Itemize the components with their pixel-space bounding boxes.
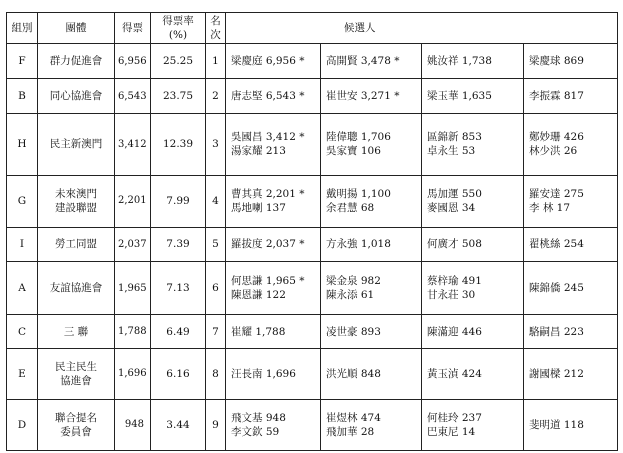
group-code: E (7, 349, 38, 400)
table-row (7, 227, 618, 262)
candidate-cell (226, 400, 321, 451)
vote-share: 3.44 (151, 400, 206, 451)
candidate-cell (321, 262, 422, 315)
candidate-entry: 唐志堅 6,543 * (231, 90, 305, 103)
candidate-entry: 陸偉聰 1,706 (326, 131, 391, 144)
candidate-entry: 梁玉華 1,635 (427, 90, 492, 103)
candidate-entry: 陳滿迎 446 (427, 325, 482, 338)
candidate-entry: 區錦新 853 (427, 131, 482, 144)
group-code: B (7, 79, 38, 114)
vote-count: 1,696 (115, 349, 151, 400)
candidate-entry: 羅拔度 2,037 * (231, 238, 305, 251)
group-name-line: 同心協進會 (49, 90, 103, 103)
group-code: H (7, 114, 38, 175)
header-rank: 名次 (206, 13, 226, 44)
results-body (7, 44, 618, 451)
candidate-cell (524, 79, 618, 114)
group-name-cell (38, 262, 115, 315)
vote-count: 2,037 (115, 227, 151, 262)
candidate-cell (422, 44, 524, 79)
candidate-entry: 戴明揚 1,100 (326, 187, 391, 200)
group-name-line: 三 聯 (63, 325, 89, 338)
candidate-entry: 吳國昌 3,412 * (231, 131, 305, 144)
table-row (7, 175, 618, 227)
candidate-cell (226, 44, 321, 79)
vote-share: 7.99 (151, 175, 206, 227)
group-name-cell (38, 315, 115, 349)
group-name-line: 協進會 (60, 375, 92, 388)
group-code: I (7, 227, 38, 262)
candidate-entry: 李 林 17 (529, 202, 571, 215)
vote-count: 6,956 (115, 44, 151, 79)
candidate-entry: 黃玉湞 424 (427, 368, 482, 381)
candidate-cell (524, 227, 618, 262)
group-name-cell (38, 175, 115, 227)
candidate-entry: 謝國樑 212 (529, 368, 584, 381)
candidate-cell (524, 44, 618, 79)
vote-count: 2,201 (115, 175, 151, 227)
candidate-cell (422, 315, 524, 349)
candidate-entry: 曹其真 2,201 * (231, 187, 305, 200)
candidate-cell (226, 315, 321, 349)
candidate-entry: 何桂玲 237 (427, 411, 482, 424)
candidate-entry: 何思謙 1,965 * (231, 275, 305, 288)
header-candidates: 候選人 (226, 13, 618, 44)
candidate-entry: 飛文基 948 (231, 411, 286, 424)
rank: 1 (206, 44, 226, 79)
rank: 6 (206, 262, 226, 315)
table-row (7, 262, 618, 315)
group-name-cell (38, 400, 115, 451)
vote-count: 3,412 (115, 114, 151, 175)
candidate-entry: 鄭妙珊 426 (529, 131, 584, 144)
table-row (7, 400, 618, 451)
candidate-cell (321, 79, 422, 114)
vote-count: 6,543 (115, 79, 151, 114)
candidate-cell (422, 227, 524, 262)
candidate-entry: 湯家耀 213 (231, 145, 286, 158)
candidate-entry: 陳錦僑 245 (529, 282, 584, 295)
candidate-entry: 李文欽 59 (231, 426, 280, 439)
table-row (7, 349, 618, 400)
group-name-line: 聯合提名 (55, 411, 97, 424)
rank: 5 (206, 227, 226, 262)
candidate-cell (226, 175, 321, 227)
table-row (7, 79, 618, 114)
candidate-entry: 崔耀 1,788 (231, 325, 286, 338)
vote-share: 7.39 (151, 227, 206, 262)
candidate-entry: 余君慧 68 (326, 202, 375, 215)
group-code: F (7, 44, 38, 79)
rank: 8 (206, 349, 226, 400)
candidate-cell (524, 349, 618, 400)
candidate-cell (321, 114, 422, 175)
candidate-cell (321, 349, 422, 400)
candidate-entry: 巴東尼 14 (427, 426, 476, 439)
candidate-cell (422, 79, 524, 114)
vote-share: 7.13 (151, 262, 206, 315)
candidate-cell (321, 227, 422, 262)
vote-share: 12.39 (151, 114, 206, 175)
vote-share: 25.25 (151, 44, 206, 79)
candidate-entry: 斐明道 118 (529, 418, 584, 431)
candidate-cell (524, 114, 618, 175)
group-name-line: 群力促進會 (49, 55, 103, 68)
vote-count: 1,965 (115, 262, 151, 315)
candidate-cell (524, 262, 618, 315)
candidate-entry: 駱嗣昌 223 (529, 325, 584, 338)
candidate-cell (226, 227, 321, 262)
candidate-entry: 陳恩謙 122 (231, 289, 286, 302)
candidate-entry: 卓永生 53 (427, 145, 476, 158)
header-row (7, 13, 618, 44)
rank: 2 (206, 79, 226, 114)
group-name-line: 建設聯盟 (55, 202, 97, 215)
candidate-cell (524, 400, 618, 451)
vote-share: 6.16 (151, 349, 206, 400)
group-name-line: 勞工同盟 (55, 238, 97, 251)
candidate-entry: 崔世安 3,271 * (326, 90, 400, 103)
rank: 3 (206, 114, 226, 175)
vote-share: 23.75 (151, 79, 206, 114)
candidate-cell (422, 175, 524, 227)
candidate-entry: 翟桃絲 254 (529, 238, 584, 251)
candidate-entry: 李振霖 817 (529, 90, 584, 103)
rank: 9 (206, 400, 226, 451)
candidate-entry: 林少洪 26 (529, 145, 578, 158)
table-row (7, 44, 618, 79)
table-row (7, 315, 618, 349)
header-vote-share: 得票率(%) (151, 13, 206, 44)
group-code: C (7, 315, 38, 349)
group-code: D (7, 400, 38, 451)
vote-count: 1,788 (115, 315, 151, 349)
candidate-cell (321, 400, 422, 451)
candidate-entry: 姚汝祥 1,738 (427, 55, 492, 68)
candidate-entry: 麥國恩 34 (427, 202, 476, 215)
group-code: A (7, 262, 38, 315)
candidate-entry: 甘永荘 30 (427, 289, 476, 302)
candidate-cell (524, 175, 618, 227)
candidate-cell (422, 349, 524, 400)
group-name-cell (38, 349, 115, 400)
candidate-entry: 蔡梓瑜 491 (427, 275, 482, 288)
candidate-entry: 梁金泉 982 (326, 275, 381, 288)
header-group-code: 組別 (7, 13, 38, 44)
candidate-entry: 方永強 1,018 (326, 238, 391, 251)
candidate-entry: 陳永添 61 (326, 289, 375, 302)
candidate-entry: 洪光順 848 (326, 368, 381, 381)
vote-share: 6.49 (151, 315, 206, 349)
candidate-entry: 崔煜林 474 (326, 411, 381, 424)
candidate-entry: 梁慶庭 6,956 * (231, 55, 305, 68)
candidate-cell (226, 262, 321, 315)
group-name-cell (38, 44, 115, 79)
group-name-cell (38, 114, 115, 175)
candidate-cell (226, 114, 321, 175)
group-name-line: 委員會 (60, 426, 92, 439)
candidate-cell (422, 114, 524, 175)
header-votes: 得票 (115, 13, 151, 44)
candidate-cell (422, 262, 524, 315)
candidate-cell (226, 349, 321, 400)
candidate-entry: 馬地喇 137 (231, 202, 286, 215)
group-name-cell (38, 227, 115, 262)
group-name-line: 友誼協進會 (49, 282, 103, 295)
candidate-cell (422, 400, 524, 451)
vote-count: 948 (115, 400, 151, 451)
candidate-entry: 飛加華 28 (326, 426, 375, 439)
candidate-cell (321, 315, 422, 349)
candidate-cell (226, 79, 321, 114)
candidate-cell (524, 315, 618, 349)
candidate-entry: 梁慶球 869 (529, 55, 584, 68)
candidate-entry: 高開賢 3,478 * (326, 55, 400, 68)
candidate-entry: 凌世豪 893 (326, 325, 381, 338)
candidate-entry: 汪長南 1,696 (231, 368, 296, 381)
candidate-entry: 吳家寶 106 (326, 145, 381, 158)
table-row (7, 114, 618, 175)
group-name-line: 民主民生 (55, 361, 97, 374)
rank: 4 (206, 175, 226, 227)
group-name-line: 民主新澳門 (49, 138, 103, 151)
group-code: G (7, 175, 38, 227)
candidate-entry: 羅安達 275 (529, 187, 584, 200)
candidate-cell (321, 175, 422, 227)
group-name-cell (38, 79, 115, 114)
group-name-line: 未來澳門 (55, 187, 97, 200)
candidate-entry: 何廣才 508 (427, 238, 482, 251)
candidate-entry: 馬加運 550 (427, 187, 482, 200)
rank: 7 (206, 315, 226, 349)
candidate-cell (321, 44, 422, 79)
header-group-name: 團體 (38, 13, 115, 44)
election-results-table (6, 12, 618, 451)
